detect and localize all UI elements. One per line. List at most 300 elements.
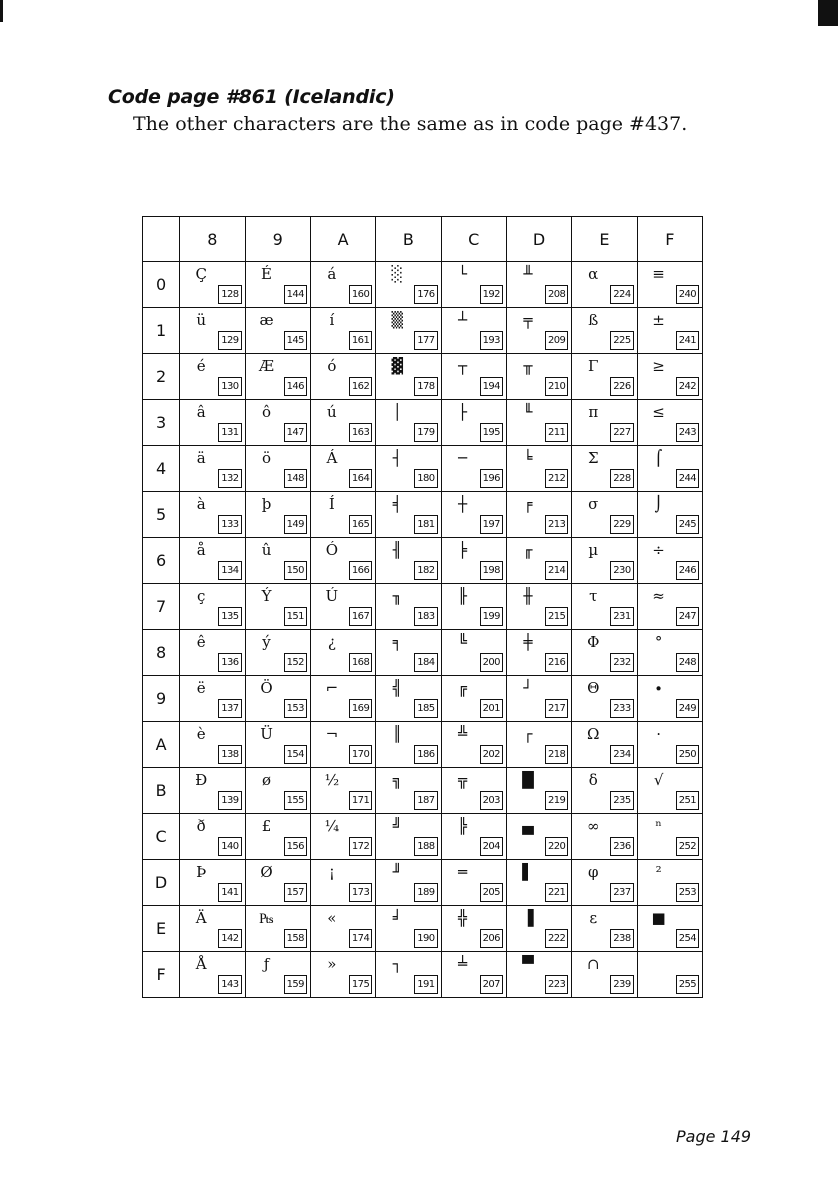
char-code: 191	[414, 975, 437, 994]
char-cell	[376, 814, 441, 860]
char-cell	[637, 676, 702, 722]
char-code: 148	[284, 469, 307, 488]
char-cell	[506, 308, 571, 354]
row-header: 1	[143, 308, 180, 354]
char-glyph: ≤	[652, 403, 665, 421]
char-glyph: í	[329, 311, 335, 329]
char-glyph: ╛	[392, 909, 402, 927]
page-title: Code page #861 (Icelandic)	[108, 86, 395, 108]
char-glyph: Ω	[587, 725, 600, 743]
table-row	[143, 584, 703, 630]
char-code: 220	[545, 837, 568, 856]
char-code: 173	[349, 883, 372, 902]
char-glyph: ¡	[328, 863, 335, 881]
char-glyph: ─	[458, 449, 468, 467]
row-header: B	[143, 768, 180, 814]
char-glyph: ≈	[652, 587, 665, 605]
char-glyph: Ü	[260, 725, 273, 743]
char-glyph: ╨	[523, 265, 533, 283]
char-cell	[376, 400, 441, 446]
char-cell	[441, 400, 506, 446]
char-glyph: û	[261, 541, 272, 559]
char-glyph: ≥	[652, 357, 665, 375]
char-cell	[310, 906, 375, 952]
table-row	[143, 446, 703, 492]
char-cell	[180, 768, 245, 814]
char-cell	[376, 860, 441, 906]
char-code: 143	[218, 975, 241, 994]
char-code: 179	[414, 423, 437, 442]
char-glyph: ├	[458, 403, 468, 421]
char-code: 228	[610, 469, 633, 488]
char-glyph: Ú	[325, 587, 339, 605]
char-cell	[637, 584, 702, 630]
row-header: E	[143, 906, 180, 952]
char-code: 137	[218, 699, 241, 718]
row-header: 3	[143, 400, 180, 446]
char-glyph: æ	[259, 311, 274, 329]
char-cell	[245, 722, 310, 768]
char-code: 185	[414, 699, 437, 718]
char-cell	[376, 538, 441, 584]
char-code: 144	[284, 285, 307, 304]
char-cell	[572, 952, 637, 998]
char-code: 254	[676, 929, 699, 948]
column-header-row	[143, 217, 703, 262]
table-row	[143, 492, 703, 538]
char-code: 252	[676, 837, 699, 856]
char-cell	[572, 538, 637, 584]
char-code: 186	[414, 745, 437, 764]
char-glyph: ╢	[392, 541, 402, 559]
char-cell	[310, 722, 375, 768]
char-cell	[310, 538, 375, 584]
char-cell	[572, 676, 637, 722]
column-header: E	[572, 217, 637, 262]
char-code: 192	[480, 285, 503, 304]
table-body	[143, 262, 703, 998]
char-code: 230	[610, 561, 633, 580]
char-code: 146	[284, 377, 307, 396]
char-code: 217	[545, 699, 568, 718]
table-row	[143, 952, 703, 998]
char-code: 155	[284, 791, 307, 810]
char-glyph: ■	[651, 909, 666, 927]
char-code: 253	[676, 883, 699, 902]
char-glyph: ╘	[523, 449, 533, 467]
column-header: D	[506, 217, 571, 262]
char-code: 248	[676, 653, 699, 672]
char-code: 147	[284, 423, 307, 442]
char-cell	[376, 906, 441, 952]
char-cell	[637, 906, 702, 952]
char-code: 169	[349, 699, 372, 718]
char-glyph: ë	[196, 679, 206, 697]
char-code: 251	[676, 791, 699, 810]
char-glyph: ╒	[523, 495, 533, 513]
char-cell	[376, 262, 441, 308]
char-glyph: þ	[261, 495, 272, 513]
char-code: 166	[349, 561, 372, 580]
char-code: 255	[676, 975, 699, 994]
char-cell	[180, 308, 245, 354]
char-cell	[180, 630, 245, 676]
char-glyph: ô	[262, 403, 272, 421]
char-cell	[310, 446, 375, 492]
char-glyph: »	[327, 955, 337, 973]
column-header: 9	[245, 217, 310, 262]
char-code: 175	[349, 975, 372, 994]
char-cell	[506, 860, 571, 906]
char-cell	[506, 538, 571, 584]
char-glyph: ╚	[458, 633, 468, 651]
char-code: 182	[414, 561, 437, 580]
char-cell	[245, 952, 310, 998]
char-code: 189	[414, 883, 437, 902]
char-code: 158	[284, 929, 307, 948]
char-cell	[376, 768, 441, 814]
char-code: 176	[414, 285, 437, 304]
char-code: 236	[610, 837, 633, 856]
char-cell	[506, 400, 571, 446]
char-cell	[310, 308, 375, 354]
char-glyph: ╧	[458, 955, 468, 973]
char-glyph: ∙	[654, 679, 663, 697]
char-glyph: ₧	[259, 909, 274, 927]
char-cell	[506, 262, 571, 308]
char-glyph: Γ	[588, 357, 599, 375]
char-glyph: £	[261, 817, 272, 835]
char-code: 209	[545, 331, 568, 350]
char-cell	[310, 952, 375, 998]
char-code: 225	[610, 331, 633, 350]
char-glyph: ╕	[392, 633, 402, 651]
char-glyph: Ð	[195, 771, 208, 789]
char-cell	[180, 860, 245, 906]
char-code: 226	[610, 377, 633, 396]
char-glyph: █	[522, 771, 534, 789]
char-cell	[310, 262, 375, 308]
char-glyph: ╬	[458, 909, 468, 927]
char-glyph: à	[196, 495, 206, 513]
scan-edge-mark-right	[818, 0, 838, 26]
char-code: 196	[480, 469, 503, 488]
char-code: 181	[414, 515, 437, 534]
char-glyph: τ	[589, 587, 598, 605]
char-cell	[376, 354, 441, 400]
char-glyph: °	[654, 633, 663, 651]
char-cell	[310, 584, 375, 630]
row-header: 0	[143, 262, 180, 308]
char-code: 215	[545, 607, 568, 626]
char-cell	[637, 630, 702, 676]
char-cell	[506, 722, 571, 768]
table-row	[143, 676, 703, 722]
char-glyph: ¿	[327, 633, 336, 651]
table-row	[143, 354, 703, 400]
char-code: 130	[218, 377, 241, 396]
char-code: 142	[218, 929, 241, 948]
char-glyph: «	[327, 909, 337, 927]
char-glyph: ú	[327, 403, 337, 421]
char-cell	[637, 308, 702, 354]
char-glyph: Φ	[587, 633, 600, 651]
char-code: 208	[545, 285, 568, 304]
char-cell	[245, 860, 310, 906]
char-cell	[637, 262, 702, 308]
char-cell	[572, 492, 637, 538]
char-glyph: å	[196, 541, 206, 559]
char-cell	[637, 400, 702, 446]
char-cell	[245, 814, 310, 860]
char-cell	[441, 308, 506, 354]
char-cell	[637, 446, 702, 492]
char-cell	[637, 768, 702, 814]
char-cell	[572, 308, 637, 354]
char-code: 214	[545, 561, 568, 580]
char-code: 249	[676, 699, 699, 718]
char-code: 194	[480, 377, 503, 396]
char-glyph: δ	[588, 771, 598, 789]
char-glyph: ╖	[392, 587, 402, 605]
char-cell	[506, 584, 571, 630]
char-glyph: Ö	[260, 679, 273, 697]
char-glyph: ð	[196, 817, 206, 835]
char-code: 139	[218, 791, 241, 810]
char-code: 145	[284, 331, 307, 350]
char-code: 172	[349, 837, 372, 856]
char-code: 162	[349, 377, 372, 396]
char-glyph: ╩	[458, 725, 468, 743]
table-row	[143, 768, 703, 814]
char-glyph: â	[196, 403, 206, 421]
char-cell	[376, 308, 441, 354]
char-cell	[376, 722, 441, 768]
char-cell	[506, 630, 571, 676]
char-glyph: Í	[328, 495, 335, 513]
char-code: 153	[284, 699, 307, 718]
char-cell	[441, 492, 506, 538]
char-glyph: Ó	[325, 541, 339, 559]
char-cell	[180, 584, 245, 630]
char-code: 242	[676, 377, 699, 396]
char-code: 244	[676, 469, 699, 488]
char-glyph: √	[653, 771, 664, 789]
char-cell	[310, 354, 375, 400]
char-code: 159	[284, 975, 307, 994]
char-code: 204	[480, 837, 503, 856]
char-code: 218	[545, 745, 568, 764]
char-cell	[310, 814, 375, 860]
char-glyph: ╙	[523, 403, 533, 421]
char-glyph: ▒	[391, 311, 403, 329]
char-code: 216	[545, 653, 568, 672]
char-code: 167	[349, 607, 372, 626]
char-glyph: ∩	[586, 955, 600, 973]
char-cell	[180, 538, 245, 584]
char-code: 140	[218, 837, 241, 856]
char-glyph: σ	[588, 495, 599, 513]
char-code: 150	[284, 561, 307, 580]
char-glyph: ó	[327, 357, 337, 375]
char-code: 235	[610, 791, 633, 810]
char-code: 229	[610, 515, 633, 534]
char-glyph: ┘	[523, 679, 533, 697]
char-glyph: ▓	[391, 357, 403, 375]
char-cell	[245, 676, 310, 722]
char-code: 133	[218, 515, 241, 534]
char-cell	[180, 722, 245, 768]
char-code: 243	[676, 423, 699, 442]
char-code: 128	[218, 285, 241, 304]
char-code: 232	[610, 653, 633, 672]
char-glyph: ±	[652, 311, 665, 329]
char-glyph: Þ	[196, 863, 207, 881]
char-code: 245	[676, 515, 699, 534]
char-glyph: ╪	[523, 633, 533, 651]
char-glyph: Ø	[260, 863, 273, 881]
char-code: 151	[284, 607, 307, 626]
char-glyph: ╔	[458, 679, 468, 697]
char-glyph: µ	[588, 541, 599, 559]
char-cell	[245, 906, 310, 952]
char-cell	[572, 768, 637, 814]
scan-edge-mark-left	[0, 0, 3, 22]
char-cell	[180, 354, 245, 400]
char-cell	[441, 262, 506, 308]
char-cell	[441, 446, 506, 492]
char-code: 233	[610, 699, 633, 718]
char-code: 164	[349, 469, 372, 488]
char-code: 190	[414, 929, 437, 948]
row-header: 9	[143, 676, 180, 722]
char-cell	[180, 400, 245, 446]
char-glyph: Ä	[195, 909, 207, 927]
char-cell	[572, 354, 637, 400]
char-glyph: ƒ	[263, 955, 270, 973]
char-glyph: Á	[326, 449, 338, 467]
char-cell	[245, 400, 310, 446]
row-header: 8	[143, 630, 180, 676]
char-glyph: ╗	[392, 771, 402, 789]
table-row	[143, 860, 703, 906]
char-code: 231	[610, 607, 633, 626]
char-glyph: Θ	[587, 679, 600, 697]
char-cell	[180, 446, 245, 492]
char-code: 165	[349, 515, 372, 534]
table-row	[143, 814, 703, 860]
char-glyph: ╞	[458, 541, 468, 559]
char-cell	[245, 538, 310, 584]
char-cell	[441, 906, 506, 952]
table-row	[143, 722, 703, 768]
char-code: 183	[414, 607, 437, 626]
char-cell	[572, 446, 637, 492]
char-glyph: ä	[196, 449, 206, 467]
char-code: 200	[480, 653, 503, 672]
char-code: 171	[349, 791, 372, 810]
column-header: B	[376, 217, 441, 262]
char-code: 180	[414, 469, 437, 488]
char-code: 219	[545, 791, 568, 810]
char-glyph: ⌡	[654, 495, 663, 513]
char-code: 132	[218, 469, 241, 488]
row-header: 2	[143, 354, 180, 400]
table-row	[143, 308, 703, 354]
char-cell	[310, 676, 375, 722]
char-glyph: Σ	[587, 449, 599, 467]
char-cell	[310, 400, 375, 446]
char-cell	[310, 768, 375, 814]
char-cell	[180, 492, 245, 538]
char-code: 222	[545, 929, 568, 948]
char-cell	[572, 860, 637, 906]
char-glyph: ┌	[523, 725, 533, 743]
char-code: 129	[218, 331, 241, 350]
char-glyph: └	[458, 265, 468, 283]
char-code: 206	[480, 929, 503, 948]
column-header: F	[637, 217, 702, 262]
row-header: A	[143, 722, 180, 768]
char-code: 138	[218, 745, 241, 764]
column-header: C	[441, 217, 506, 262]
char-code: 135	[218, 607, 241, 626]
char-code: 161	[349, 331, 372, 350]
row-header: F	[143, 952, 180, 998]
char-cell	[572, 630, 637, 676]
char-cell	[245, 308, 310, 354]
char-glyph: ╝	[392, 817, 402, 835]
char-code: 224	[610, 285, 633, 304]
char-code: 141	[218, 883, 241, 902]
char-glyph: ¼	[324, 817, 340, 835]
char-cell	[441, 354, 506, 400]
column-header: A	[310, 217, 375, 262]
char-cell	[245, 584, 310, 630]
char-code: 149	[284, 515, 307, 534]
page-number: Page 149	[676, 1127, 752, 1146]
char-glyph: ⌠	[654, 449, 663, 467]
char-glyph: Å	[195, 955, 207, 973]
char-glyph: ▐	[522, 909, 534, 927]
char-glyph: É	[261, 265, 272, 283]
table-row	[143, 400, 703, 446]
char-glyph: ░	[391, 265, 403, 283]
char-glyph: ÷	[652, 541, 665, 559]
char-cell	[441, 860, 506, 906]
char-code: 152	[284, 653, 307, 672]
char-code: 177	[414, 331, 437, 350]
char-cell	[506, 446, 571, 492]
char-glyph: ┐	[392, 955, 402, 973]
char-glyph: ╜	[392, 863, 402, 881]
char-code: 203	[480, 791, 503, 810]
char-cell	[180, 952, 245, 998]
char-cell	[376, 952, 441, 998]
page-subtitle: The other characters are the same as in code page #437.	[133, 113, 688, 135]
char-code: 187	[414, 791, 437, 810]
column-header: 8	[180, 217, 245, 262]
char-cell	[637, 538, 702, 584]
char-code: 170	[349, 745, 372, 764]
char-code: 178	[414, 377, 437, 396]
char-code: 227	[610, 423, 633, 442]
code-page-table	[142, 216, 703, 998]
char-glyph: ┬	[458, 357, 468, 375]
char-glyph: ç	[196, 587, 206, 605]
char-cell	[245, 630, 310, 676]
char-glyph: ║	[392, 725, 402, 743]
